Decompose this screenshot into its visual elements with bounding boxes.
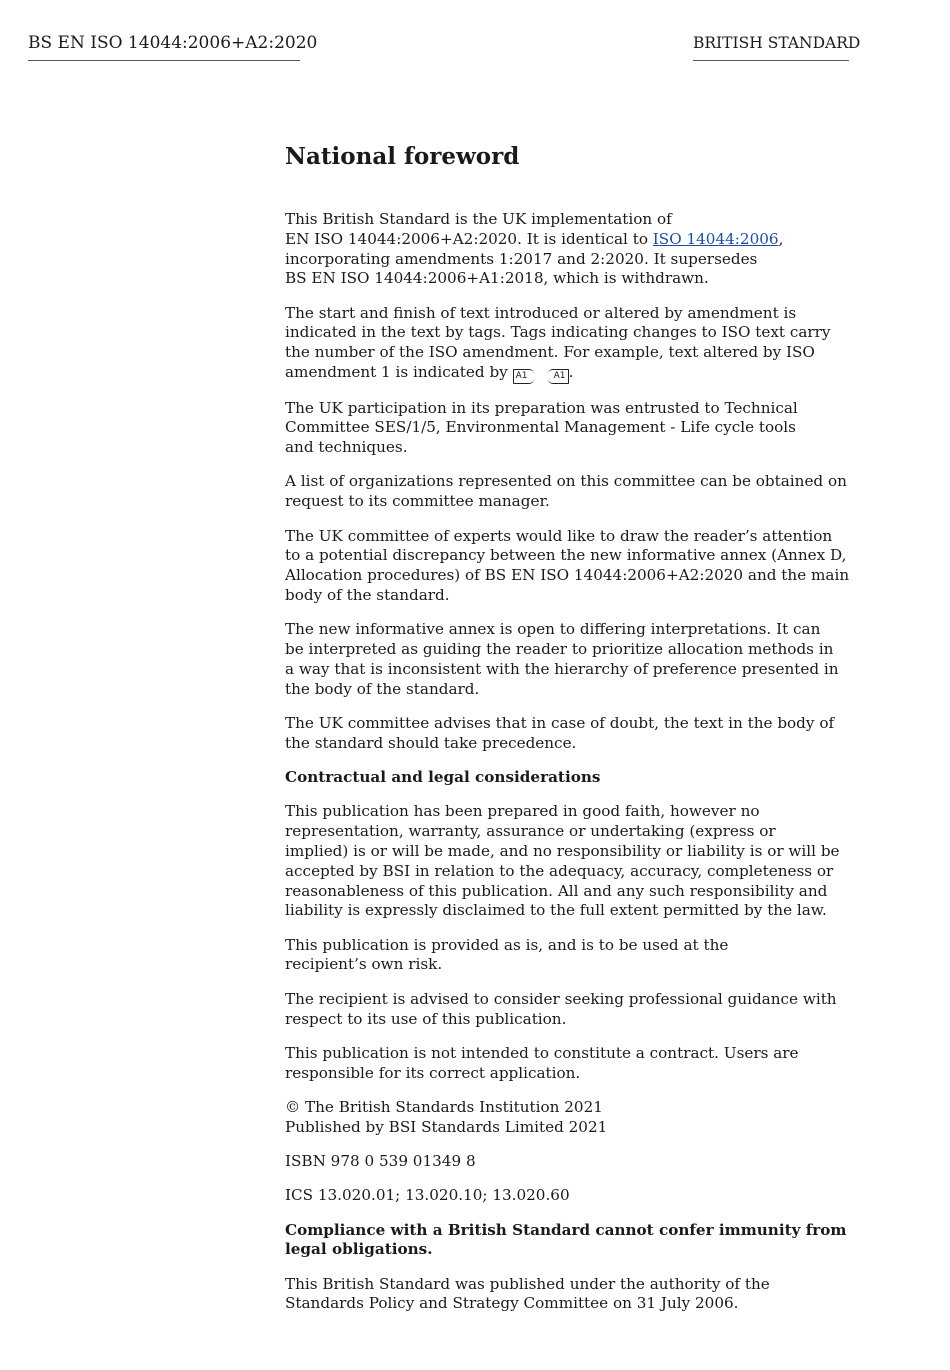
paragraph-contract	[285, 1044, 853, 1084]
paragraph-precedence	[285, 714, 853, 754]
text-line: The UK participation in its preparation was entrusted to Technical	[285, 398, 798, 417]
text-line: A list of organizations represented on this committee can be obtained on	[285, 472, 847, 491]
text-line: recipient’s own risk.	[285, 955, 443, 974]
text-line: The start and finish of text introduced or altered by amendment is	[285, 303, 797, 322]
text-line: The UK committee advises that in case of doubt, the text in the body of	[285, 713, 835, 732]
text-line	[285, 363, 853, 384]
paragraph-discrepancy	[285, 527, 853, 606]
text-line: request to its committee manager.	[285, 492, 550, 511]
text-line: This publication is not intended to constitute a contract. Users are	[285, 1043, 799, 1062]
text-line: Standards Policy and Strategy Committee on 31 July 2006.	[285, 1294, 739, 1313]
paragraph-organizations	[285, 472, 853, 512]
text-line: Committee SES/1/5, Environmental Management - Life cycle tools	[285, 418, 796, 437]
text-line: Compliance with a British Standard cannot confer immunity from	[285, 1220, 847, 1239]
section-heading-contractual: Contractual and legal considerations	[285, 768, 601, 787]
compliance-notice	[285, 1221, 853, 1261]
text-line: BS EN ISO 14044:2006+A1:2018, which is withdrawn.	[285, 269, 709, 288]
text-line: reasonableness of this publication. All and any such responsibility and	[285, 881, 828, 900]
paragraph-implementation	[285, 210, 853, 289]
text-line: the body of the standard.	[285, 679, 480, 698]
header-document-id: BS EN ISO 14044:2006+A2:2020	[28, 31, 300, 61]
text-line	[285, 230, 853, 250]
text-line: liability is expressly disclaimed to the full extent permitted by the law.	[285, 901, 827, 920]
text-line: representation, warranty, assurance or undertaking (express or	[285, 822, 776, 841]
text-line: a way that is inconsistent with the hierarchy of preference presented in	[285, 659, 839, 678]
header-publisher: BRITISH STANDARD	[693, 31, 849, 61]
text-line: This publication has been prepared in good faith, however no	[285, 802, 760, 821]
text-line: respect to its use of this publication.	[285, 1009, 567, 1028]
text-line: The new informative annex is open to differing interpretations. It can	[285, 620, 821, 639]
ics-codes: ICS 13.020.01; 13.020.10; 13.020.60	[285, 1186, 570, 1205]
paragraph-amendment-tags	[285, 304, 853, 384]
text-line: indicated in the text by tags. Tags indicating changes to ISO text carry	[285, 323, 831, 342]
iso-standard-link[interactable]: ISO 14044:2006	[652, 229, 779, 248]
text-line: accepted by BSI in relation to the adequacy, accuracy, completeness or	[285, 861, 834, 880]
text-line: the standard should take precedence.	[285, 733, 577, 752]
text-line: to a potential discrepancy between the new informative annex (Annex D,	[285, 546, 847, 565]
text-line: The UK committee of experts would like to draw the reader’s attention	[285, 526, 833, 545]
text-span: EN ISO 14044:2006+A2:2020. It is identical to	[285, 229, 653, 248]
text-line: Allocation procedures) of BS EN ISO 14044:2006+A2:2020 and the main	[285, 566, 850, 585]
text-line: and techniques.	[285, 438, 408, 457]
paragraph-disclaimer	[285, 802, 853, 921]
page-content	[285, 140, 853, 1329]
text-line: This British Standard is the UK implementation of	[285, 210, 672, 228]
text-line: This publication is provided as is, and is to be used at the	[285, 935, 729, 954]
text-line: This British Standard was published under the authority of the	[285, 1274, 770, 1293]
paragraph-interpretation	[285, 620, 853, 699]
text-line: the number of the ISO amendment. For example, text altered by ISO	[285, 343, 815, 362]
paragraph-committee	[285, 399, 853, 458]
text-line: Published by BSI Standards Limited 2021	[285, 1117, 608, 1136]
text-line: responsible for its correct application.	[285, 1063, 581, 1082]
text-span: amendment 1 is indicated by	[285, 363, 513, 382]
isbn: ISBN 978 0 539 01349 8	[285, 1151, 476, 1170]
page-title: National foreword	[285, 143, 520, 170]
text-line: be interpreted as guiding the reader to prioritize allocation methods in	[285, 640, 834, 659]
text-line: © The British Standards Institution 2021	[285, 1097, 603, 1116]
text-line: body of the standard.	[285, 585, 450, 604]
text-line: implied) is or will be made, and no responsibility or liability is or will be	[285, 841, 840, 860]
amendment-end-tag-icon: A1	[548, 369, 569, 384]
text-line: The recipient is advised to consider seeking professional guidance with	[285, 989, 837, 1008]
amendment-start-tag-icon: A1	[513, 369, 534, 384]
paragraph-guidance	[285, 990, 853, 1030]
copyright-notice	[285, 1098, 853, 1138]
paragraph-publication-authority	[285, 1275, 853, 1315]
paragraph-risk	[285, 936, 853, 976]
text-span: .	[568, 363, 574, 382]
text-span: ,	[778, 229, 784, 248]
text-line: legal obligations.	[285, 1240, 433, 1259]
text-line: incorporating amendments 1:2017 and 2:2020. It supersedes	[285, 249, 758, 268]
